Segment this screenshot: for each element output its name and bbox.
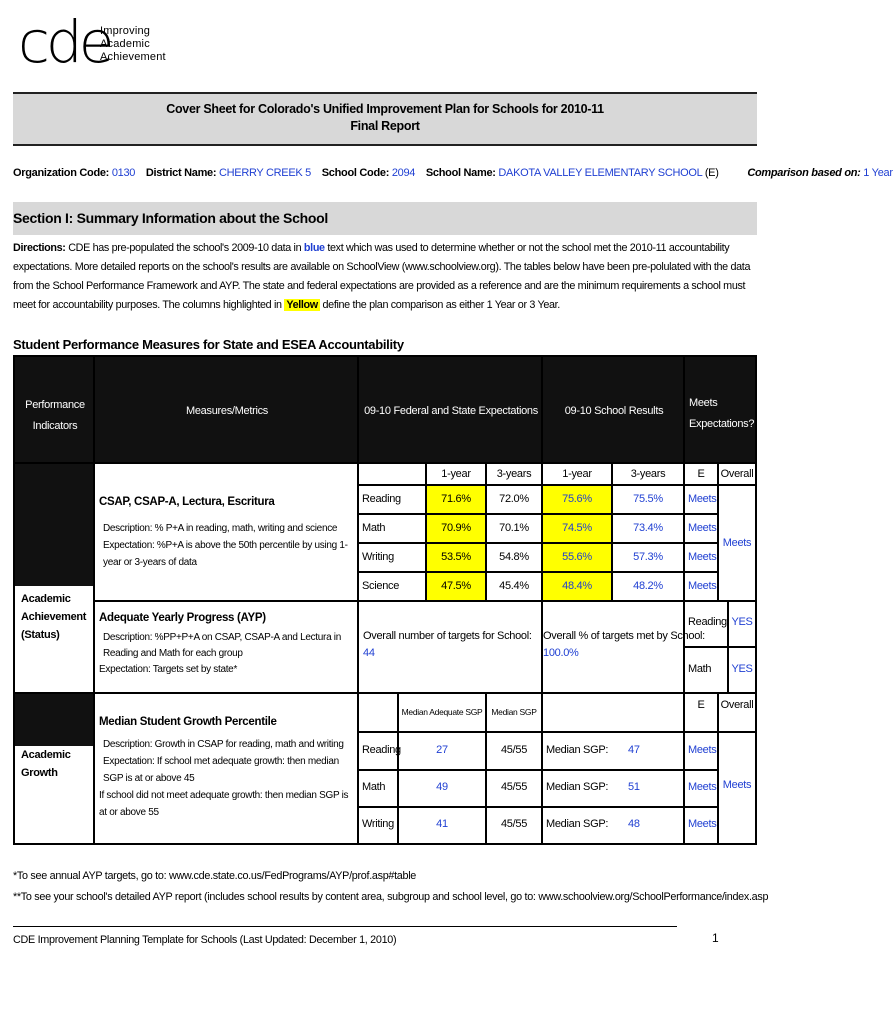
achievement-exp-1-year: 53.5%	[426, 543, 486, 572]
achievement-exp-1-year: 70.9%	[426, 514, 486, 543]
header-measures: Measures/Metrics	[186, 405, 268, 417]
subheader-res-3-years: 3-years	[612, 463, 684, 485]
ayp-pct-label: Overall % of targets met by School:	[543, 630, 705, 642]
ayp-math-label-cell	[684, 647, 728, 693]
achievement-res-1-year: 55.6%	[542, 543, 612, 572]
ayp-description: Description: %PP+P+A on CSAP, CSAP-A and Lectura in Reading and Math for each group	[103, 632, 341, 659]
csap-title: CSAP, CSAP-A, Lectura, Escritura	[99, 496, 275, 508]
school-code-label: School Code:	[321, 167, 390, 179]
section-1-title: Section I: Summary Information about the School	[13, 210, 328, 226]
ayp-targets-cell	[358, 601, 542, 693]
growth-median-sgp: 45/55	[486, 732, 542, 770]
footnote-ayp-report: **To see your school's detailed AYP report (includes school results by content area, subgroup and school level, go to: www.schoolview.org/SchoolPerformance/index.asp	[13, 891, 769, 903]
csap-description	[103, 520, 355, 571]
school-level: (E)	[704, 167, 719, 179]
achievement-res-3-years: 75.5%	[612, 485, 684, 514]
comparison-value: 1 Year	[863, 167, 893, 179]
achievement-overall: Meets	[722, 537, 752, 549]
achievement-res-3-years: 73.4%	[612, 514, 684, 543]
header-results-cell	[542, 356, 684, 463]
csap-expectation: Expectation: %P+A is above the 50th percentile by using 1-year or 3-years of data	[103, 540, 348, 568]
growth-subject: Reading	[358, 732, 398, 770]
achievement-res-1-year: 48.4%	[542, 572, 612, 601]
growth-expectation-2: If school did not meet adequate growth: then median SGP is at or above 55	[99, 790, 349, 818]
comparison-label: Comparison based on:	[747, 167, 861, 179]
ayp-reading-value: YES	[731, 616, 753, 628]
csap-description-cell	[94, 463, 358, 601]
achievement-subject: Writing	[358, 543, 426, 572]
growth-sgp-value: 47	[612, 732, 684, 770]
ayp-reading-label-cell	[684, 601, 728, 647]
yellow-keyword: Yellow	[286, 299, 318, 311]
achievement-subject: Reading	[358, 485, 426, 514]
achievement-subject: Science	[358, 572, 426, 601]
report-subtitle: Final Report	[350, 119, 420, 133]
growth-subheader-results-blank	[542, 693, 684, 732]
subheader-res-1-year: 1-year	[542, 463, 612, 485]
ayp-title: Adequate Yearly Progress (AYP)	[99, 612, 266, 624]
growth-col-median: Median SGP	[486, 693, 542, 732]
ayp-reading-value-cell	[728, 601, 756, 647]
organization-info	[13, 167, 893, 179]
growth-subheader-e: E	[684, 693, 718, 732]
subheader-exp-3-years: 3-years	[486, 463, 542, 485]
achievement-indicator-label-cell	[14, 586, 94, 693]
subheader-overall: Overall	[718, 463, 756, 485]
header-expectations-cell	[358, 356, 542, 463]
header-meets-cell	[684, 356, 756, 463]
blue-keyword: blue	[303, 242, 325, 254]
growth-adequate-sgp: 49	[398, 770, 486, 807]
directions-text-3: define the plan comparison as either 1 Year or 3 Year.	[322, 299, 560, 311]
growth-subheader-overall: Overall	[718, 693, 756, 732]
directions-text-1: CDE has pre-populated the school's 2009-10 data in	[68, 242, 302, 254]
growth-meets: Meets	[684, 732, 718, 770]
directions-label: Directions:	[13, 242, 66, 254]
achievement-exp-3-years: 72.0%	[486, 485, 542, 514]
growth-description-cell	[94, 693, 358, 844]
header-measures-cell	[94, 356, 358, 463]
performance-table	[13, 355, 757, 845]
header-indicators-cell	[14, 356, 94, 463]
achievement-meets: Meets	[684, 485, 718, 514]
achievement-res-3-years: 57.3%	[612, 543, 684, 572]
header-indicators: Performance Indicators	[25, 399, 85, 432]
page-number: 1	[712, 931, 719, 945]
achievement-indicator: Academic Achievement (Status)	[21, 593, 87, 641]
subheader-exp-1-year: 1-year	[426, 463, 486, 485]
growth-desc: Description: Growth in CSAP for reading, math and writing	[103, 739, 344, 750]
school-code: 2094	[391, 167, 416, 179]
section-1-header	[13, 202, 757, 235]
org-code-label: Organization Code:	[13, 167, 110, 179]
tagline-line-1: Improving	[100, 25, 151, 37]
ayp-targets-label: Overall number of targets for School:	[363, 630, 532, 642]
tagline-line-2: Academic	[100, 38, 150, 50]
directions-text-2: text which was used to determine whether or not the school met the 2010-11 accountability expectations. More detailed reports on the school's results are available on SchoolView (www.schoolview.org). The tables below have been pre-polulated with the data from the School Performance Framework and AYP. The state and federal expectations are provided as a reference and are the minimum requirements a school must meet for accountability purposes. The columns highlighted in	[13, 242, 751, 311]
achievement-meets: Meets	[684, 514, 718, 543]
growth-description	[103, 736, 355, 787]
ayp-description-cell	[94, 601, 358, 693]
header-results: 09-10 School Results	[564, 405, 664, 417]
footnote-ayp-targets: *To see annual AYP targets, go to: www.cde.state.co.us/FedPrograms/AYP/prof.asp#table	[13, 870, 417, 882]
achievement-exp-1-year: 47.5%	[426, 572, 486, 601]
growth-adequate-sgp: 41	[398, 807, 486, 844]
achievement-overall-cell	[718, 485, 756, 601]
growth-overall: Meets	[722, 779, 752, 791]
subheader-e: E	[684, 463, 718, 485]
growth-sgp-value: 51	[612, 770, 684, 807]
directions	[13, 239, 757, 315]
report-title-bar	[13, 92, 757, 146]
footer-rule	[13, 926, 677, 927]
tagline-line-3: Achievement	[100, 51, 166, 63]
growth-subject: Math	[358, 770, 398, 807]
school-name-label: School Name:	[425, 167, 496, 179]
ayp-math-value-cell	[728, 647, 756, 693]
growth-col-adequate: Median Adequate SGP	[398, 693, 486, 732]
growth-median-sgp: 45/55	[486, 770, 542, 807]
achievement-res-1-year: 74.5%	[542, 514, 612, 543]
growth-subheader-blank	[358, 693, 398, 732]
growth-sgp-value: 48	[612, 807, 684, 844]
achievement-res-3-years: 48.2%	[612, 572, 684, 601]
achievement-meets: Meets	[684, 543, 718, 572]
footer-text: CDE Improvement Planning Template for Schools (Last Updated: December 1, 2010)	[13, 934, 397, 946]
achievement-exp-3-years: 54.8%	[486, 543, 542, 572]
growth-sgp-label: Median SGP:	[542, 732, 612, 770]
growth-sgp-label: Median SGP:	[542, 807, 612, 844]
achievement-meets: Meets	[684, 572, 718, 601]
ayp-expectation: Expectation: Targets set by state*	[99, 664, 238, 675]
achievement-exp-1-year: 71.6%	[426, 485, 486, 514]
achievement-subject: Math	[358, 514, 426, 543]
table-title: Student Performance Measures for State and ESEA Accountability	[13, 337, 404, 352]
growth-indicator-label-cell	[14, 746, 94, 844]
growth-title: Median Student Growth Percentile	[99, 716, 277, 728]
school-name: DAKOTA VALLEY ELEMENTARY SCHOOL	[498, 167, 703, 179]
csap-desc: Description: % P+A in reading, math, writing and science	[103, 523, 338, 534]
ayp-targets-value: 44	[363, 647, 375, 659]
header-expectations: 09-10 Federal and State Expectations	[364, 405, 538, 417]
growth-meets: Meets	[684, 770, 718, 807]
growth-adequate-sgp: 27	[398, 732, 486, 770]
district-label: District Name:	[145, 167, 217, 179]
org-code: 0130	[111, 167, 136, 179]
subheader-blank	[358, 463, 426, 485]
growth-overall-cell	[718, 732, 756, 844]
district-name: CHERRY CREEK 5	[219, 167, 311, 179]
ayp-math-value: YES	[731, 663, 753, 675]
report-title: Cover Sheet for Colorado's Unified Improvement Plan for Schools for 2010-11	[166, 102, 604, 116]
achievement-exp-3-years: 70.1%	[486, 514, 542, 543]
ayp-math-label: Math	[688, 663, 712, 675]
header-meets: Meets Expectations?	[689, 397, 755, 430]
growth-median-sgp: 45/55	[486, 807, 542, 844]
achievement-exp-3-years: 45.4%	[486, 572, 542, 601]
cde-logo: cde	[18, 8, 111, 76]
ayp-pct-value: 100.0%	[543, 647, 579, 659]
growth-indicator: Academic Growth	[21, 749, 71, 779]
achievement-res-1-year: 75.6%	[542, 485, 612, 514]
growth-meets: Meets	[684, 807, 718, 844]
ayp-reading-label: Reading	[688, 616, 727, 628]
growth-expectation: Expectation: If school met adequate growth: then median SGP is at or above 45	[103, 756, 339, 784]
growth-sgp-label: Median SGP:	[542, 770, 612, 807]
logo-tagline	[100, 25, 166, 64]
growth-subject: Writing	[358, 807, 398, 844]
